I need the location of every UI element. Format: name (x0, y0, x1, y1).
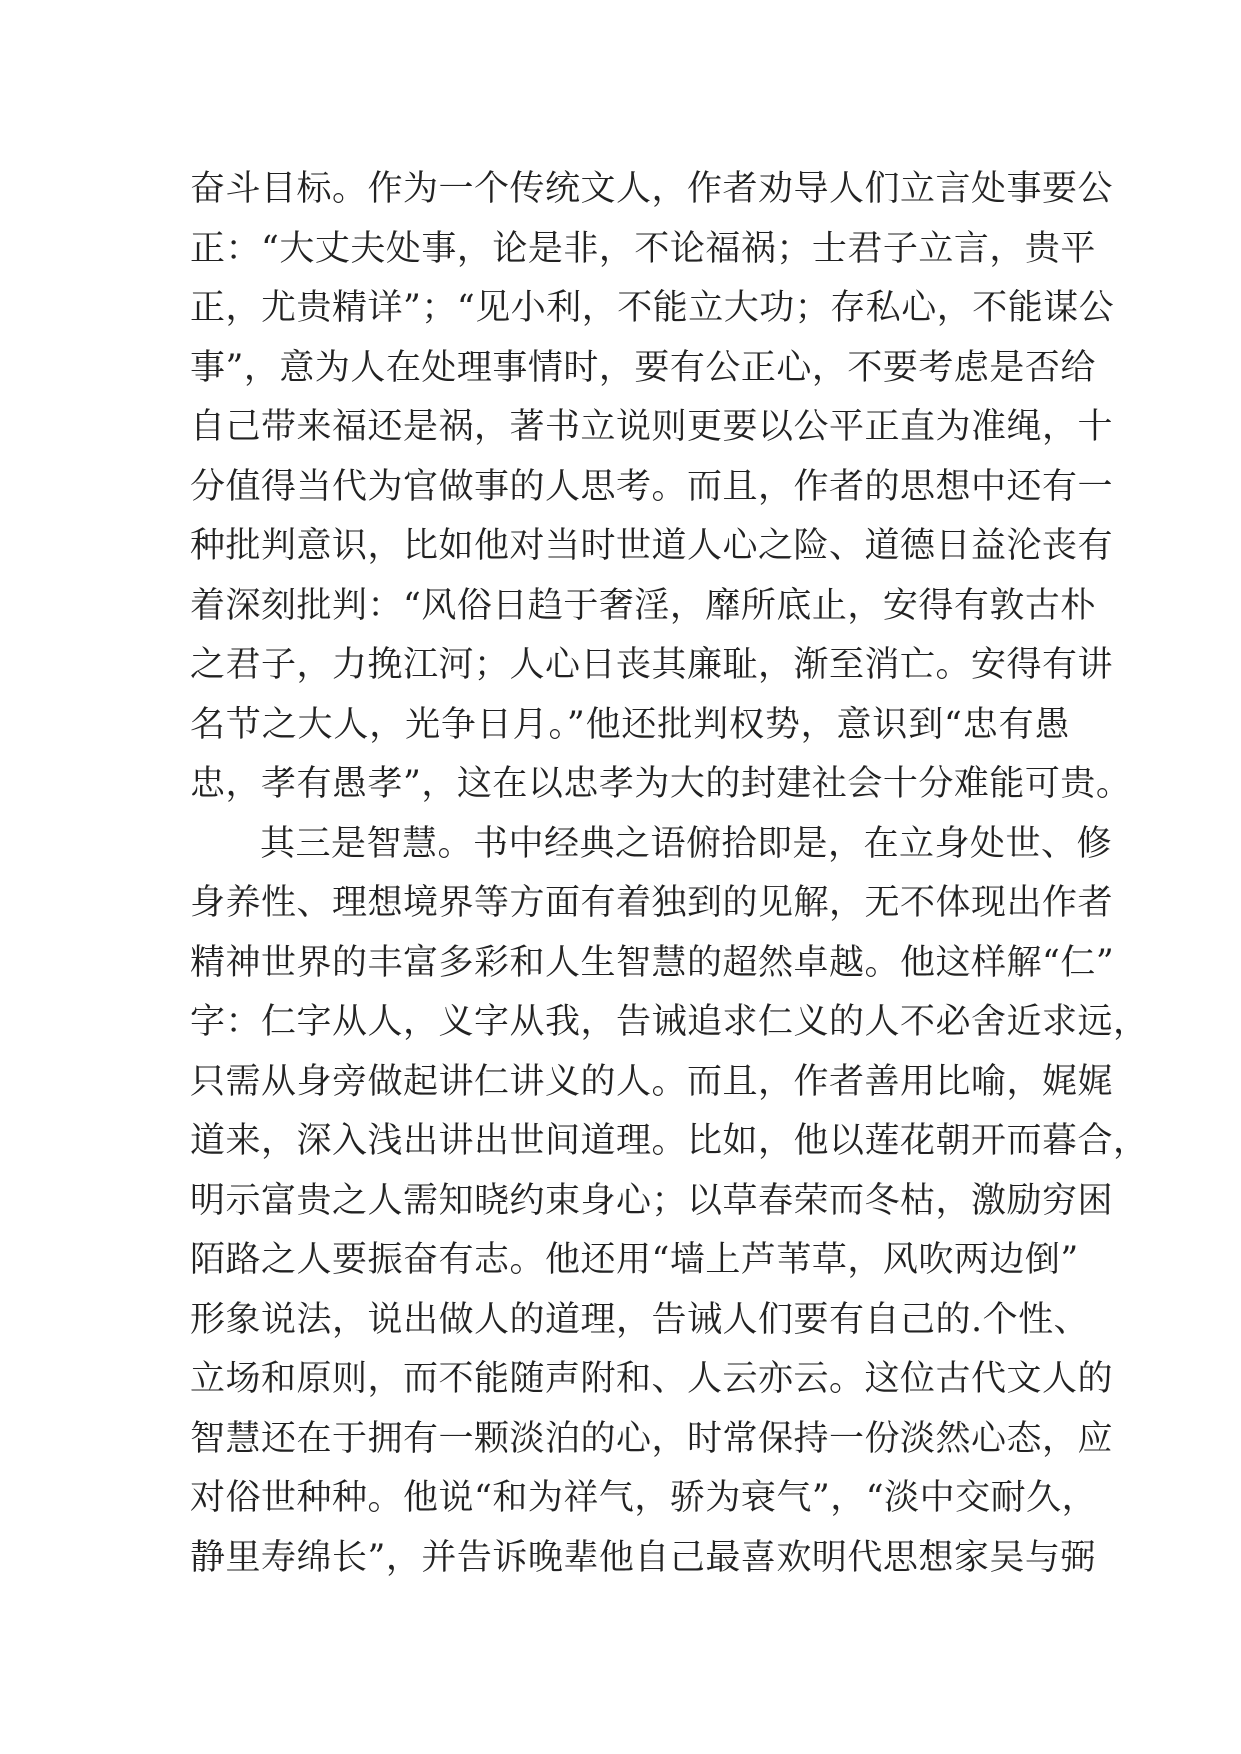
text-line: 事”，意为人在处理事情时，要有公正心，不要考虑是否给 (190, 347, 1096, 388)
text-line: 正，尤贵精详”；“见小利，不能立大功；存私心，不能谋公 (190, 288, 1115, 328)
text-line: 奋斗目标。作为一个传统文人，作者劝导人们立言处事要公 (190, 169, 1114, 209)
text-line: 形象说法，说出做人的道理，告诫人们要有自己的.个性、 (190, 1299, 1090, 1340)
paragraph-first-line: 其三是智慧。书中经典之语俯拾即是，在立身处世、修 (260, 823, 1113, 864)
text-line: 智慧还在于拥有一颗淡泊的心，时常保持一份淡然心态，应 (190, 1418, 1114, 1459)
text-line: 静里寿绵长”，并告诉晚辈他自己最喜欢明代思想家吴与弼 (190, 1537, 1096, 1578)
text-line: 名节之大人，光争日月。”他还批判权势，意识到“忠有愚 (190, 704, 1070, 745)
text-line: 只需从身旁做起讲仁讲义的人。而且，作者善用比喻，娓娓 (190, 1061, 1114, 1102)
text-line: 身养性、理想境界等方面有着独到的见解，无不体现出作者 (190, 883, 1114, 923)
text-line: 分值得当代为官做事的人思考。而且，作者的思想中还有一 (190, 466, 1114, 507)
text-line: 对俗世种种。他说“和为祥气，骄为衰气”，“淡中交耐久， (190, 1478, 1098, 1518)
body-text (190, 160, 1149, 1588)
text-line: 明示富贵之人需知晓约束身心；以草春荣而冬枯，激励穷困 (190, 1180, 1114, 1221)
text-line: 自己带来福还是祸，著书立说则更要以公平正直为准绳，十 (190, 407, 1114, 447)
text-line: 着深刻批判：“风俗日趋于奢淫，靡所底止，安得有敦古朴 (190, 585, 1096, 626)
text-line: 之君子，力挽江河；人心日丧其廉耻，渐至消亡。安得有讲 (190, 645, 1114, 685)
text-line: 道来，深入浅出讲出世间道理。比如，他以莲花朝开而暮合， (190, 1121, 1149, 1161)
text-line: 立场和原则，而不能随声附和、人云亦云。这位古代文人的 (190, 1359, 1114, 1399)
text-line: 正：“大丈夫处事，论是非，不论福祸；士君子立言，贵平 (190, 228, 1096, 269)
text-line: 陌路之人要振奋有志。他还用“墙上芦苇草，风吹两边倒” (190, 1240, 1079, 1280)
text-line: 忠，孝有愚孝”，这在以忠孝为大的封建社会十分难能可贵。 (190, 764, 1132, 804)
text-line: 字：仁字从人，义字从我，告诫追求仁义的人不必舍近求远， (190, 1002, 1149, 1042)
text-line: 精神世界的丰富多彩和人生智慧的超然卓越。他这样解“仁” (190, 942, 1115, 983)
text-line: 种批判意识，比如他对当时世道人心之险、道德日益沦丧有 (190, 526, 1114, 566)
